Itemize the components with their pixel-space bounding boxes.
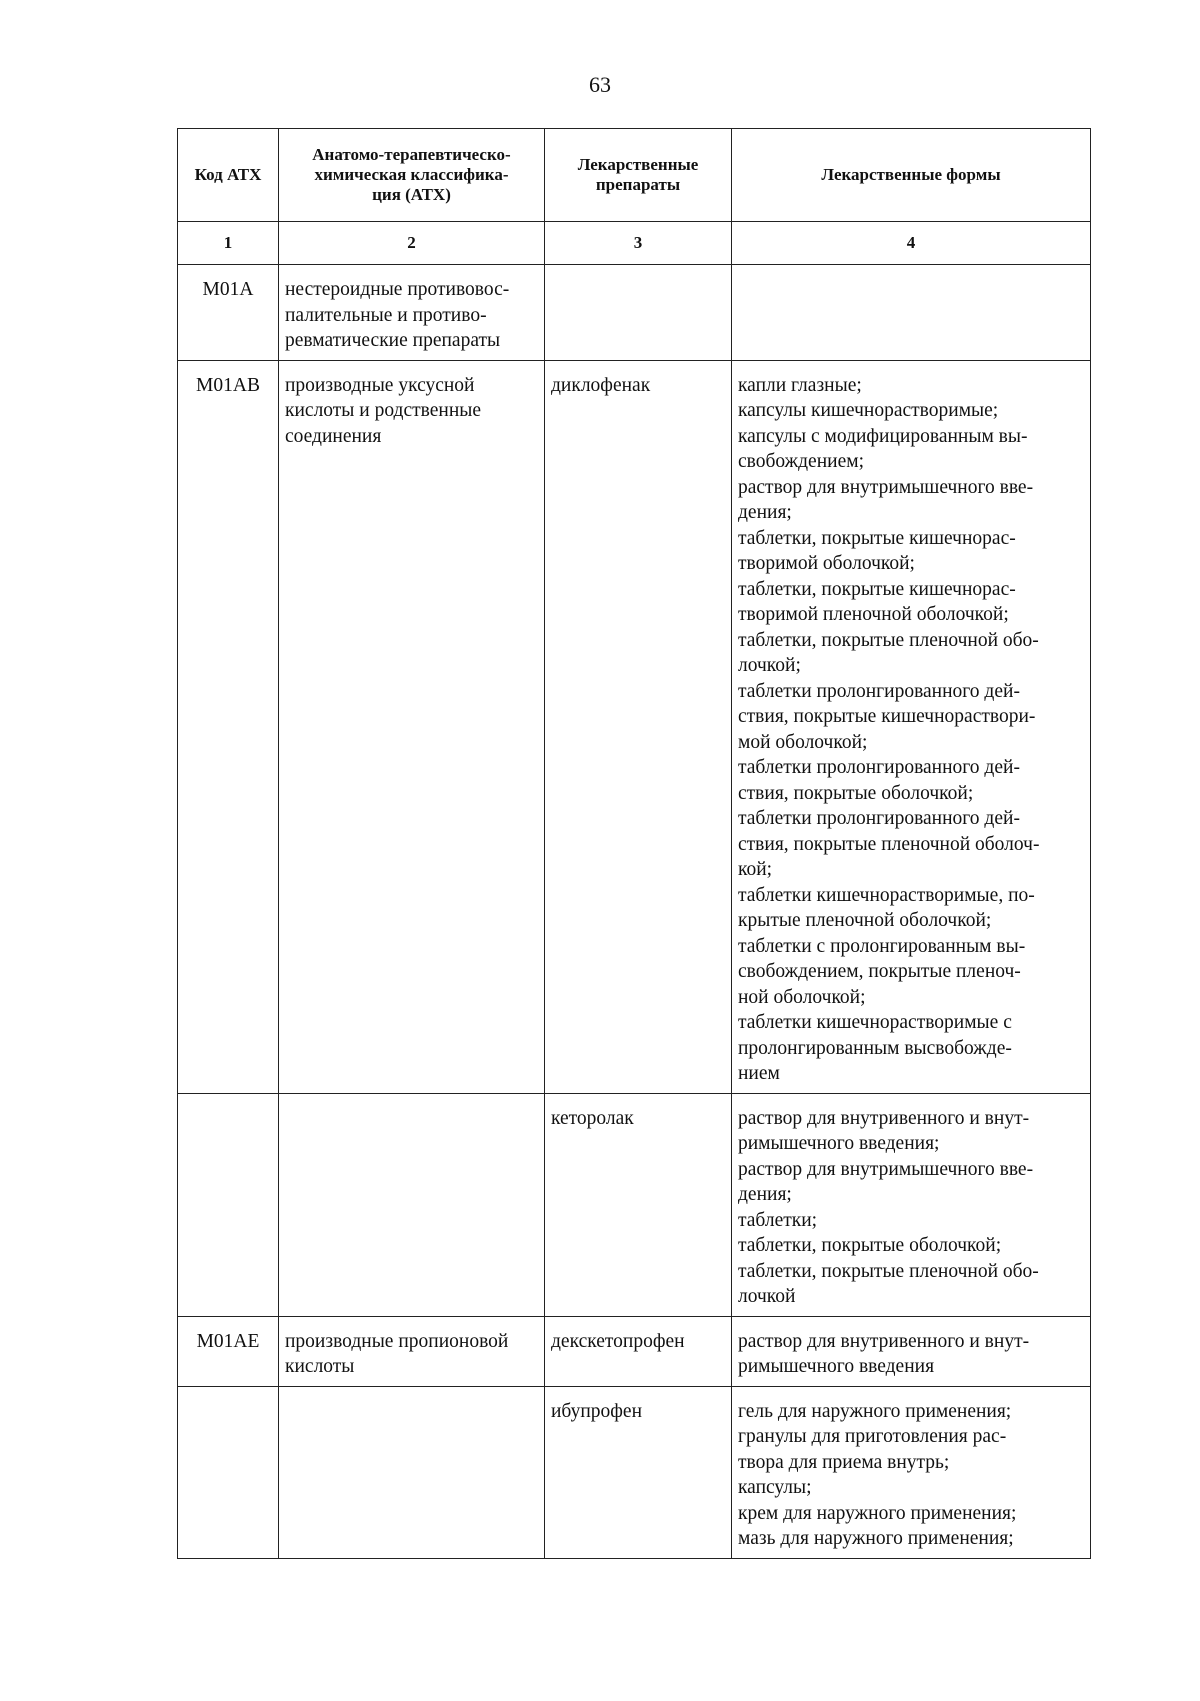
dosage-form-line: римышечного введения; [738,1133,940,1154]
classification-cell [279,1093,545,1316]
forms-cell [732,1386,1091,1558]
dosage-form-line: ной оболочкой; [738,986,866,1008]
classification-cell [279,1386,545,1558]
drug-name: диклофенак [551,374,651,396]
dosage-form-line: капсулы с модифицированным вы- [738,425,1028,447]
drug-cell [545,360,732,1093]
table-row [178,1093,1091,1316]
table-row [178,265,1091,361]
dosage-form-line: гранулы для приготовления рас- [738,1426,1007,1447]
dosage-form-line: капсулы кишечнорастворимые; [738,400,999,421]
atx-code-cell [178,360,279,1093]
table-row [178,1316,1091,1386]
drug-cell [545,265,732,361]
dosage-form-line: лочкой [738,1286,796,1307]
atx-table [177,128,1091,1559]
dosage-form-line: свобождением, покрытые пленоч- [738,961,1021,982]
column-number-row [178,222,1091,265]
dosage-form-line: творимой оболочкой; [738,553,915,574]
dosage-form-line: мазь для наружного применения; [738,1528,1014,1549]
column-number: 1 [178,222,279,265]
dosage-form-line: свобождением; [738,451,864,472]
classification-cell [279,265,545,361]
classification-line: ревматические препараты [285,330,501,351]
header-line: Лекарственные [577,155,699,174]
atx-code-cell [178,1093,279,1316]
table-row [178,360,1091,1093]
dosage-form-line: ствия, покрытые кишечнораствори- [738,706,1036,727]
drug-cell [545,1093,732,1316]
classification-line: соединения [285,425,382,447]
classification-line: производные уксусной [285,374,475,396]
header-row [178,129,1091,222]
dosage-form-line: нием [738,1063,780,1084]
header-forms [732,129,1091,222]
header-line: Анатомо-терапевтическо- [312,145,511,164]
forms-cell [732,360,1091,1093]
drug-name: кеторолак [551,1107,634,1129]
dosage-form-line: таблетки, покрытые оболочкой; [738,1235,1002,1256]
atx-code: M01AB [196,374,260,396]
dosage-form-line: таблетки, покрытые кишечнорас- [738,578,1016,600]
forms-cell [732,265,1091,361]
dosage-form-line: таблетки с пролонгированным вы- [738,935,1026,957]
header-line: ция (АТХ) [372,185,451,204]
dosage-form-line: мой оболочкой; [738,731,868,753]
header-line: препараты [595,175,681,194]
column-number: 3 [545,222,732,265]
dosage-form-line: лочкой; [738,655,801,676]
dosage-form-line: капли глазные; [738,374,862,396]
forms-cell [732,1316,1091,1386]
classification-cell [279,1316,545,1386]
column-number: 4 [732,222,1091,265]
dosage-form-line: таблетки, покрытые пленочной обо- [738,1260,1039,1282]
header-code [178,129,279,222]
classification-line: палительные и противо- [285,304,487,326]
dosage-form-line: ствия, покрытые пленочной оболоч- [738,833,1040,855]
table-row [178,1386,1091,1558]
atx-code-cell [178,265,279,361]
atx-code-cell [178,1316,279,1386]
dosage-form-line: дения; [738,502,792,523]
dosage-form-line: крытые пленочной оболочкой; [738,910,992,931]
classification-line: нестероидные противовос- [285,279,510,300]
atx-code: M01A [202,279,254,300]
header-drugs [545,129,732,222]
page-number: 63 [589,72,611,97]
dosage-form-line: пролонгированным высвобожде- [738,1037,1012,1059]
forms-cell [732,1093,1091,1316]
dosage-form-line: таблетки кишечнорастворимые, по- [738,884,1035,906]
dosage-form-line: таблетки пролонгированного дей- [738,757,1020,778]
classification-line: кислоты [285,1356,355,1377]
dosage-form-line: таблетки; [738,1209,818,1231]
dosage-form-line: таблетки пролонгированного дей- [738,808,1020,829]
header-line: Код АТХ [194,165,262,184]
column-number: 2 [279,222,545,265]
dosage-form-line: крем для наружного применения; [738,1502,1017,1524]
classification-cell [279,360,545,1093]
dosage-form-line: таблетки кишечнорастворимые с [738,1012,1012,1033]
classification-line: кислоты и родственные [285,400,482,421]
dosage-form-line: капсулы; [738,1477,812,1498]
header-classification [279,129,545,222]
header-line: Лекарственные формы [821,165,1001,184]
atx-code: M01AE [196,1330,260,1352]
dosage-form-line: ствия, покрытые оболочкой; [738,782,974,804]
dosage-form-line: раствор для внутривенного и внут- [738,1330,1030,1352]
dosage-form-line: раствор для внутримышечного вве- [738,476,1034,498]
classification-line: производные пропионовой [285,1330,509,1352]
dosage-form-line: дения; [738,1184,792,1205]
dosage-form-line: твора для приема внутрь; [738,1451,950,1473]
dosage-form-line: таблетки, покрытые кишечнорас- [738,527,1016,549]
dosage-form-line: раствор для внутримышечного вве- [738,1158,1034,1180]
dosage-form-line: таблетки пролонгированного дей- [738,680,1020,702]
dosage-form-line: римышечного введения [738,1356,935,1377]
drug-cell [545,1386,732,1558]
header-line: химическая классифика- [314,165,509,184]
drug-name: ибупрофен [551,1400,643,1422]
dosage-form-line: раствор для внутривенного и внут- [738,1107,1030,1129]
drug-cell [545,1316,732,1386]
dosage-form-line: таблетки, покрытые пленочной обо- [738,629,1039,651]
dosage-form-line: кой; [738,859,773,880]
drug-name: декскетопрофен [551,1330,685,1352]
atx-code-cell [178,1386,279,1558]
dosage-form-line: гель для наружного применения; [738,1400,1012,1422]
dosage-form-line: творимой пленочной оболочкой; [738,604,1009,625]
